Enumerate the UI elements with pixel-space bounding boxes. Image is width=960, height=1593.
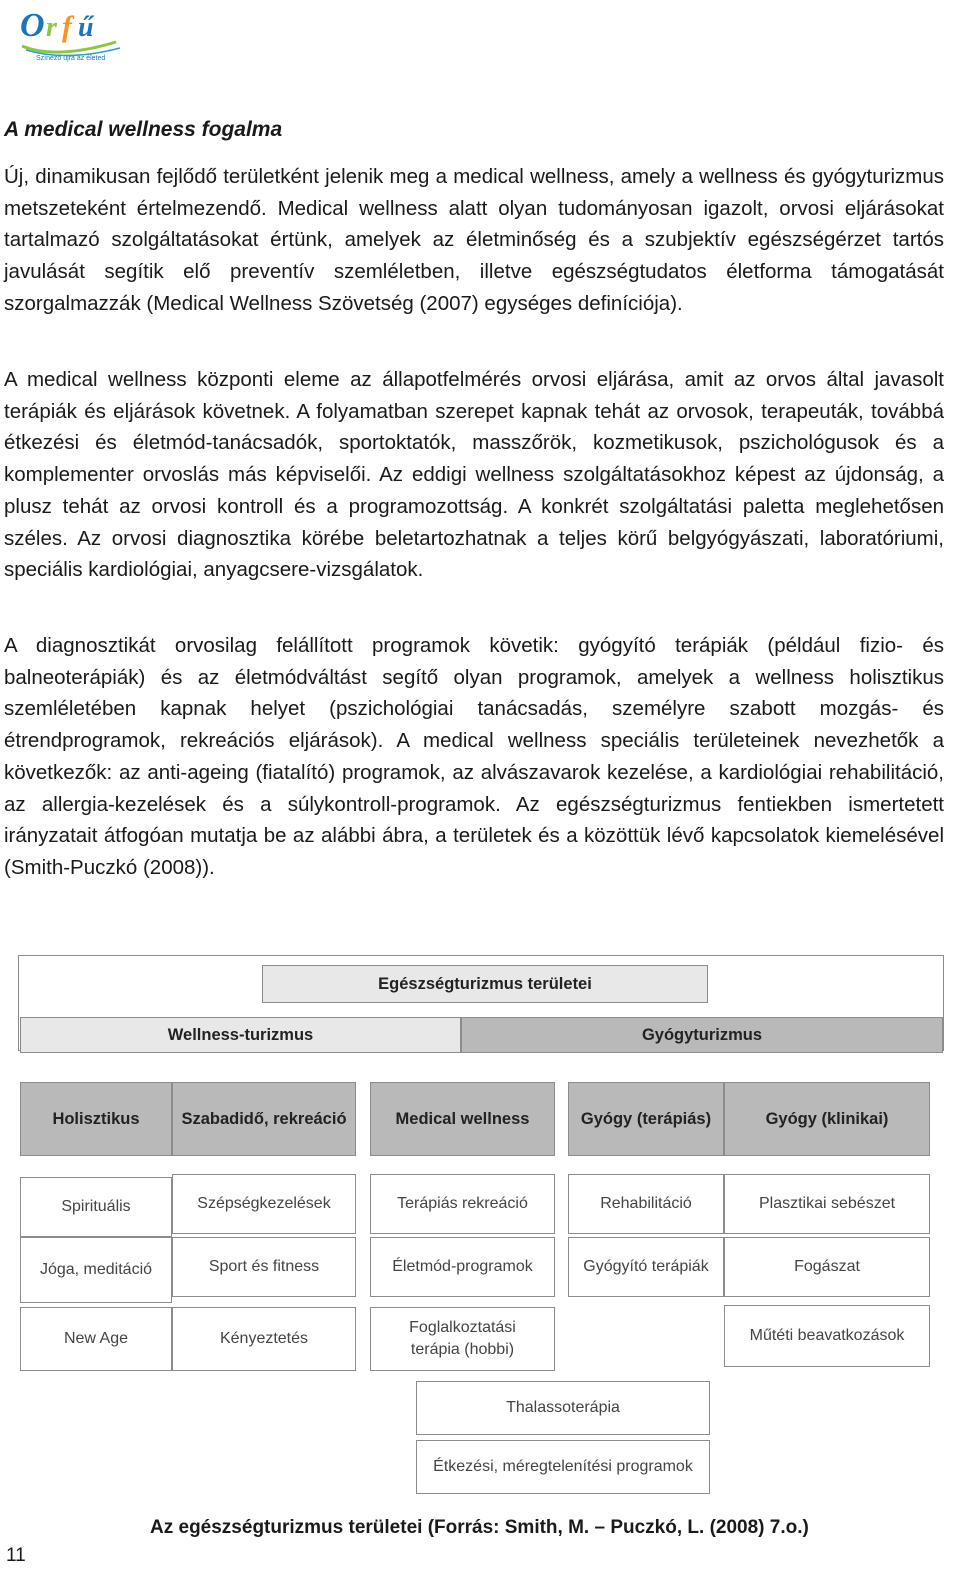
orfu-logo-graphic [16, 2, 131, 64]
cell-fogaszat: Fogászat [724, 1237, 930, 1297]
cell-plasztikai-sebeszet: Plasztikai sebészet [724, 1174, 930, 1234]
cell-thalassoterapia: Thalassoterápia [416, 1381, 710, 1435]
cell-foglalkoztatasi-line2: terápia (hobbi) [410, 1341, 515, 1358]
paragraph-1: Új, dinamikusan fejlődő területként jelenik meg a medical wellness, amely a wellness és gyógyturizmus metszeteként értelmezendő. Medical wellness alatt olyan tudományosan igazolt, orvosi eljárásokat tartalmazó szolgáltatásokat értünk, amelyek az életminőség és a szubjektív egészségérzet tartós javulását segítik elő preventív szemléletben, illetve egészségtudatos életforma támogatását szorgalmazzák (Medical Wellness Szövetség (2007) egységes definíciója). [4, 165, 944, 315]
cell-gyogyito-terapiak: Gyógyító terápiák [568, 1237, 724, 1297]
column-medical-wellness: Medical wellness [370, 1082, 555, 1156]
cell-terapias-rekreacio: Terápiás rekreáció [370, 1174, 555, 1234]
svg-text:Színező újra az életed: Színező újra az életed [36, 55, 106, 62]
cell-kenyeztetes: Kényeztetés [172, 1307, 356, 1371]
wellness-tourism-box: Wellness-turizmus [20, 1017, 461, 1053]
cell-foglalkoztatasi-line1: Foglalkoztatási [409, 1319, 516, 1336]
cell-mutet: Műtéti beavatkozások [724, 1305, 930, 1367]
diagram-caption: Az egészségturizmus területei (Forrás: Smith, M. – Puczkó, L. (2008) 7.o.) [150, 1517, 809, 1538]
diagram-top-box: Egészségturizmus területei [262, 965, 708, 1003]
svg-text:r: r [46, 12, 57, 43]
svg-text:f: f [62, 10, 72, 43]
orfu-logo [16, 2, 131, 64]
cell-new-age: New Age [20, 1307, 172, 1371]
column-gyogy-terapias: Gyógy (terápiás) [568, 1082, 724, 1156]
medical-tourism-box: Gyógyturizmus [461, 1017, 943, 1053]
paragraph-3: A diagnosztikát orvosilag felállított programok követik: gyógyító terápiák (például fizio- és balneoterápiák) és az életmódváltást segítő olyan programok, amelyek a wellness holisztikus szemléletében kapnak helyet (pszichológiai tanácsadás, személyre szabott mozgás- és étrendprogramok, rekreációs eljárások). A medical wellness speciális területeinek nevezhetők a következők: az anti-ageing (fiatalító) programok, az alvászavarok kezelése, a kardiológiai rehabilitáció, az allergia-kezelések és a súlykontroll-programok. Az egészségturizmus fentiekben ismertetett irányzatait átfogóan mutatja be az alábbi ábra, a területek és a közöttük lévő kapcsolatok kiemelésével (Smith-Puczkó (2008)). [4, 634, 944, 879]
svg-text:O: O [20, 7, 45, 44]
column-gyogy-klinikai: Gyógy (klinikai) [724, 1082, 930, 1156]
cell-spiritualis: Spirituális [20, 1177, 172, 1237]
section-title: A medical wellness fogalma [4, 118, 283, 141]
cell-szepsegkezelesek: Szépségkezelések [172, 1174, 356, 1234]
cell-etkezesi-programok: Étkezési, méregtelenítési programok [416, 1440, 710, 1494]
paragraph-2: A medical wellness központi eleme az állapotfelmérés orvosi eljárása, amit az orvos által javasolt terápiák és eljárások követnek. A folyamatban szerepet kapnak tehát az orvosok, terapeuták, továbbá étkezési és életmód-tanácsadók, sportoktatók, masszőrök, kozmetikusok, pszichológusok és a komplementer orvoslás más képviselői. Az eddigi wellness szolgáltatásokhoz képest az újdonság, a plusz tehát az orvosi kontroll és a programozottság. A konkrét szolgáltatási paletta meglehetősen széles. Az orvosi diagnosztika körébe beletartozhatnak a teljes körű belgyógyászati, laboratóriumi, speciális kardiológiai, anyagcsere-vizsgálatok. [4, 368, 944, 582]
cell-foglalkoztatasi-terapia [370, 1307, 555, 1371]
column-holisztikus: Holisztikus [20, 1082, 172, 1156]
cell-joga: Jóga, meditáció [20, 1237, 172, 1303]
cell-eletmod-programok: Életmód-programok [370, 1237, 555, 1297]
svg-text:ű: ű [78, 12, 94, 43]
cell-sport-fitness: Sport és fitness [172, 1237, 356, 1297]
column-szabadido: Szabadidő, rekreáció [172, 1082, 356, 1156]
page-number: 11 [6, 1545, 26, 1566]
cell-rehabilitacio: Rehabilitáció [568, 1174, 724, 1234]
